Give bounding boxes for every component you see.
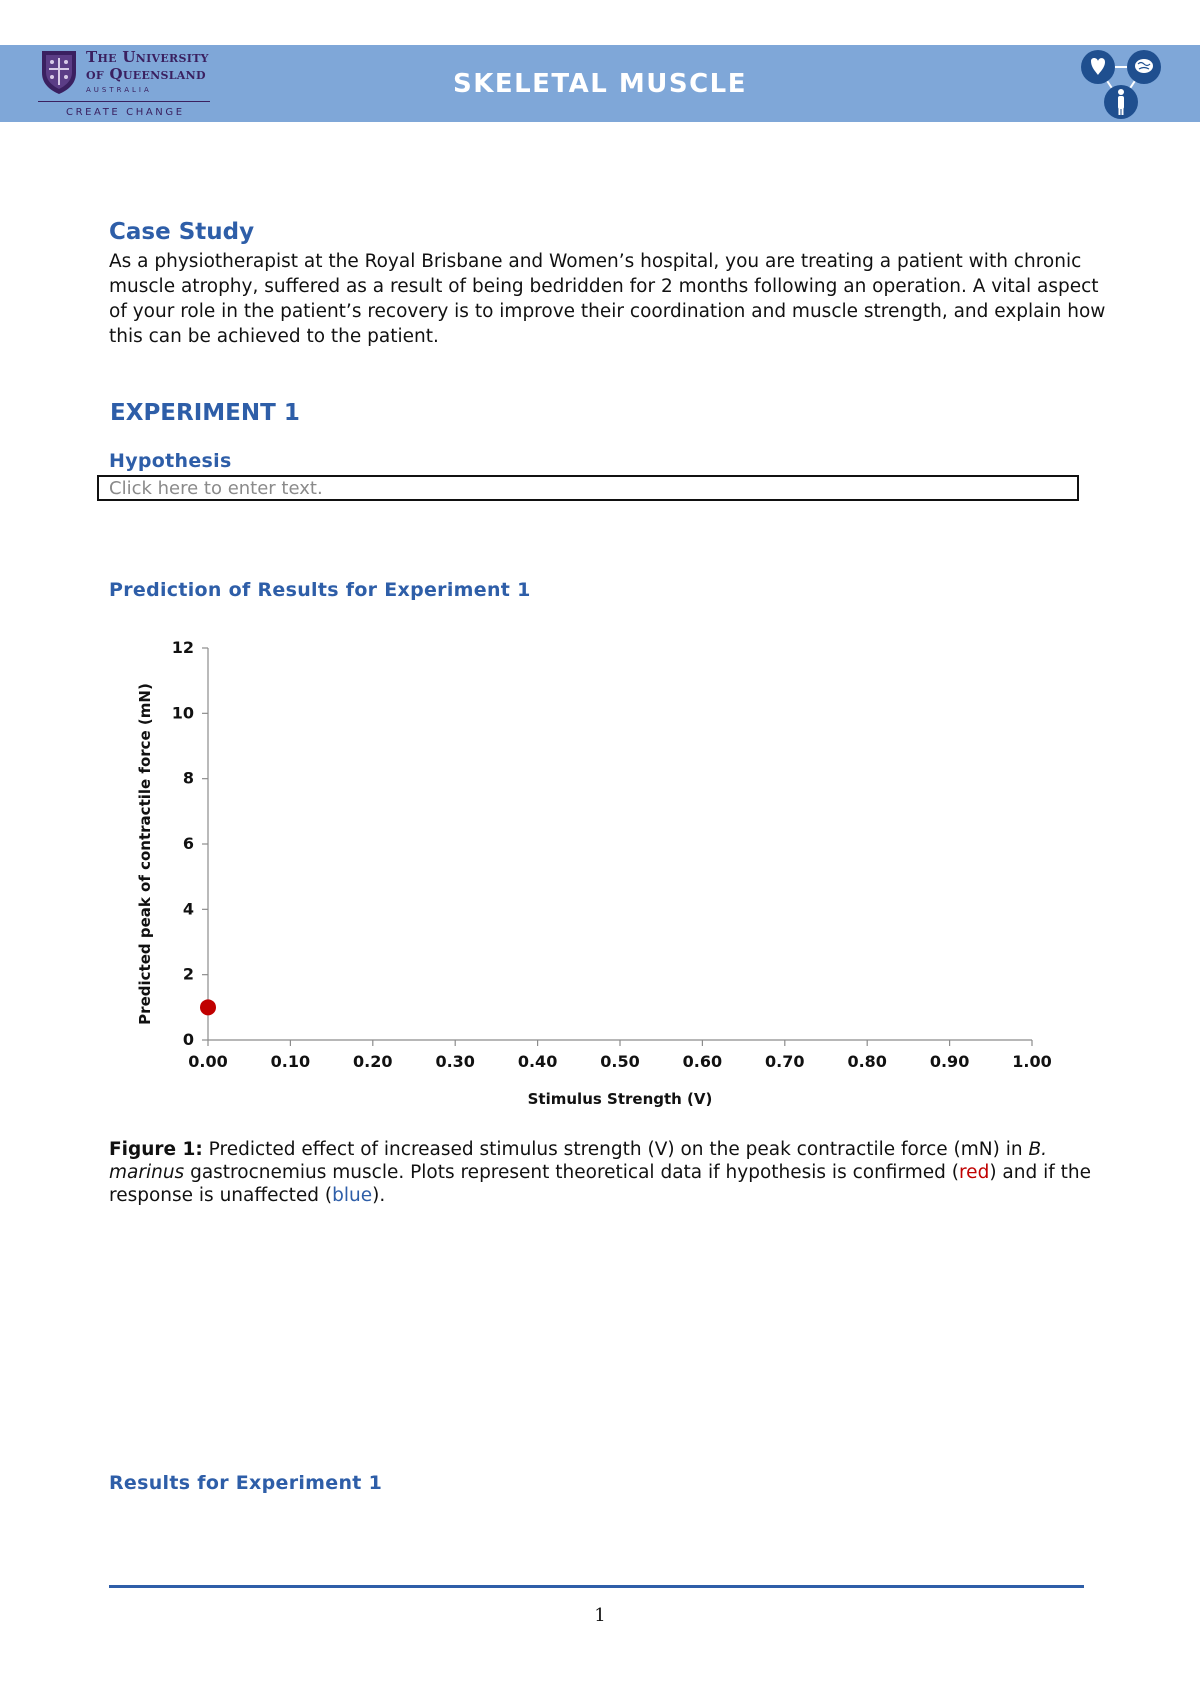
brain-icon [1127,50,1161,84]
university-name: The University of Queensland [86,48,209,83]
x-tick-label: 0.80 [847,1052,887,1071]
caption-text-2: gastrocnemius muscle. Plots represent theoretical data if hypothesis is confirmed ( [184,1162,959,1183]
y-axis-label: Predicted peak of contractile force (mN) [136,683,154,1025]
case-study-body: As a physiotherapist at the Royal Brisbane and Women’s hospital, you are treating a patient with chronic muscle atrophy, suffered as a result of being bedridden for 2 months following an operation. A vital aspect of your role in the patient’s recovery is to improve their coordination and muscle strength, and explain how this can be achieved to the patient. [109,251,1106,347]
data-point [200,999,216,1015]
page-number: 1 [594,1605,606,1626]
x-tick-label: 0.50 [600,1052,640,1071]
experiment-heading: EXPERIMENT 1 [110,400,300,426]
y-axis [172,638,208,1049]
university-country: AUSTRALIA [86,86,152,94]
organ-icons-cluster [1072,47,1172,121]
figure-label: Figure 1: [109,1139,203,1160]
prediction-chart [120,625,1080,1120]
x-tick-label: 0.00 [188,1052,228,1071]
caption-text-3: ) and if the response is unaffected ( [109,1162,1091,1206]
species-name: B. marinus [109,1139,1048,1183]
y-tick-label: 12 [171,638,194,657]
x-tick-label: 0.10 [270,1052,311,1071]
human-figure-icon [1104,85,1138,119]
x-tick-label: 0.60 [682,1052,723,1071]
hypothesis-input[interactable] [97,475,1079,501]
y-tick-label: 6 [182,834,194,853]
caption-text-1: Predicted effect of increased stimulus strength (V) on the peak contractile force (mN) in [202,1139,1029,1160]
y-tick-label: 2 [182,964,194,984]
data-points [200,999,216,1015]
x-tick-label: 0.30 [435,1052,475,1071]
y-tick-label: 4 [182,899,194,919]
x-tick-label: 0.40 [517,1052,558,1071]
caption-text-4: ). [372,1185,386,1206]
x-tick-label: 0.70 [765,1052,805,1071]
university-tagline: CREATE CHANGE [66,107,185,118]
prediction-heading: Prediction of Results for Experiment 1 [109,579,531,601]
hypothesis-heading: Hypothesis [109,450,232,472]
page-header [0,45,1200,122]
x-tick-label: 1.00 [1012,1052,1052,1071]
logo-divider [38,101,210,102]
y-tick-label: 10 [171,703,194,723]
x-tick-label: 0.90 [929,1052,970,1071]
caption-blue-word: blue [332,1185,373,1206]
results-heading: Results for Experiment 1 [109,1472,383,1494]
x-axis [188,1040,1051,1071]
y-tick-label: 0 [182,1030,194,1049]
y-tick-label: 8 [182,768,194,788]
case-study-heading: Case Study [109,219,255,245]
heart-icon [1081,50,1115,84]
x-tick-label: 0.20 [353,1052,393,1071]
figure-caption [109,1138,1109,1207]
x-axis-label: Stimulus Strength (V) [527,1090,713,1108]
caption-red-word: red [958,1162,990,1183]
footer-divider [109,1585,1084,1588]
document-title: SKELETAL MUSCLE [452,69,748,99]
